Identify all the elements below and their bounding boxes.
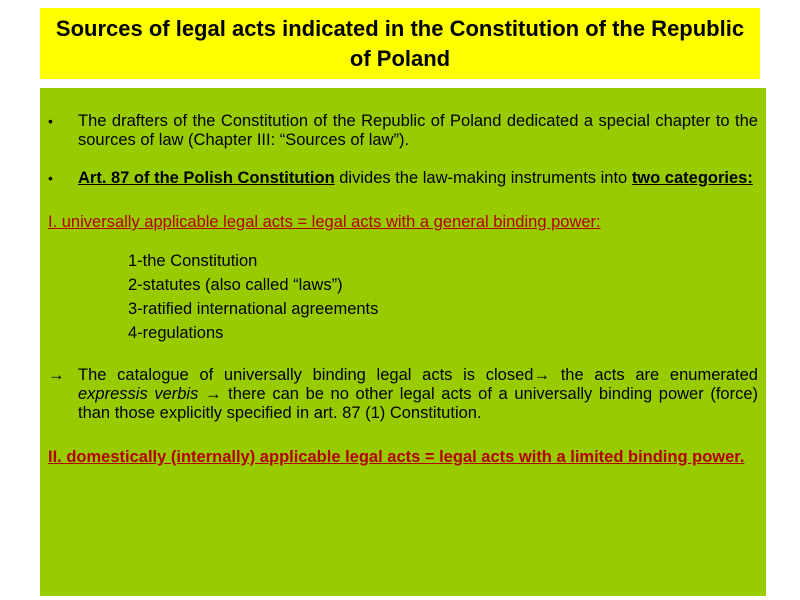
list-item: 2-statutes (also called “laws”) [128,276,343,294]
expressis-verbis-text: expressis verbis [78,385,199,403]
catalogue-paragraph [48,366,758,423]
catalogue-text-1: The catalogue of universally binding legal acts is closed [78,366,534,384]
slide-content-box [40,88,766,596]
art87-text: divides the law-making instruments into [334,169,632,187]
bullet-dot-icon: • [48,113,53,129]
heading-domestically-applicable: II. domestically (internally) applicable legal acts = legal acts with a limited binding power. [48,448,745,466]
heading-universally-applicable: I. universally applicable legal acts = legal acts with a general binding power: [48,213,601,231]
list-item: 3-ratified international agreements [128,300,379,318]
slide-title-box [40,8,760,79]
bullet-drafters-text: The drafters of the Constitution of the Republic of Poland dedicated a special chapter to the sources of law (Chapter III: “Sources of law”). [78,112,758,149]
bullet-dot-icon: • [48,170,53,186]
arrow-right-icon: → [198,385,229,403]
catalogue-text-3: there can be no other legal acts of a universally binding power (force) than those explicitly specified in art. 87 (1) Constitution. [78,385,759,422]
catalogue-text-2: the acts are enumerated [549,366,758,384]
legal-acts-list [48,249,758,345]
list-item: 1-the Constitution [128,252,258,270]
arrow-right-icon: → [48,366,65,384]
art87-reference: Art. 87 of the Polish Constitution [78,169,335,187]
bullet-art87 [48,169,758,188]
two-categories-text: two categories: [631,169,753,187]
slide-title: Sources of legal acts indicated in the Constitution of the Republic of Poland [55,15,745,71]
bullet-drafters [48,112,758,150]
list-item: 4-regulations [128,324,224,342]
arrow-right-icon: → [533,366,550,384]
